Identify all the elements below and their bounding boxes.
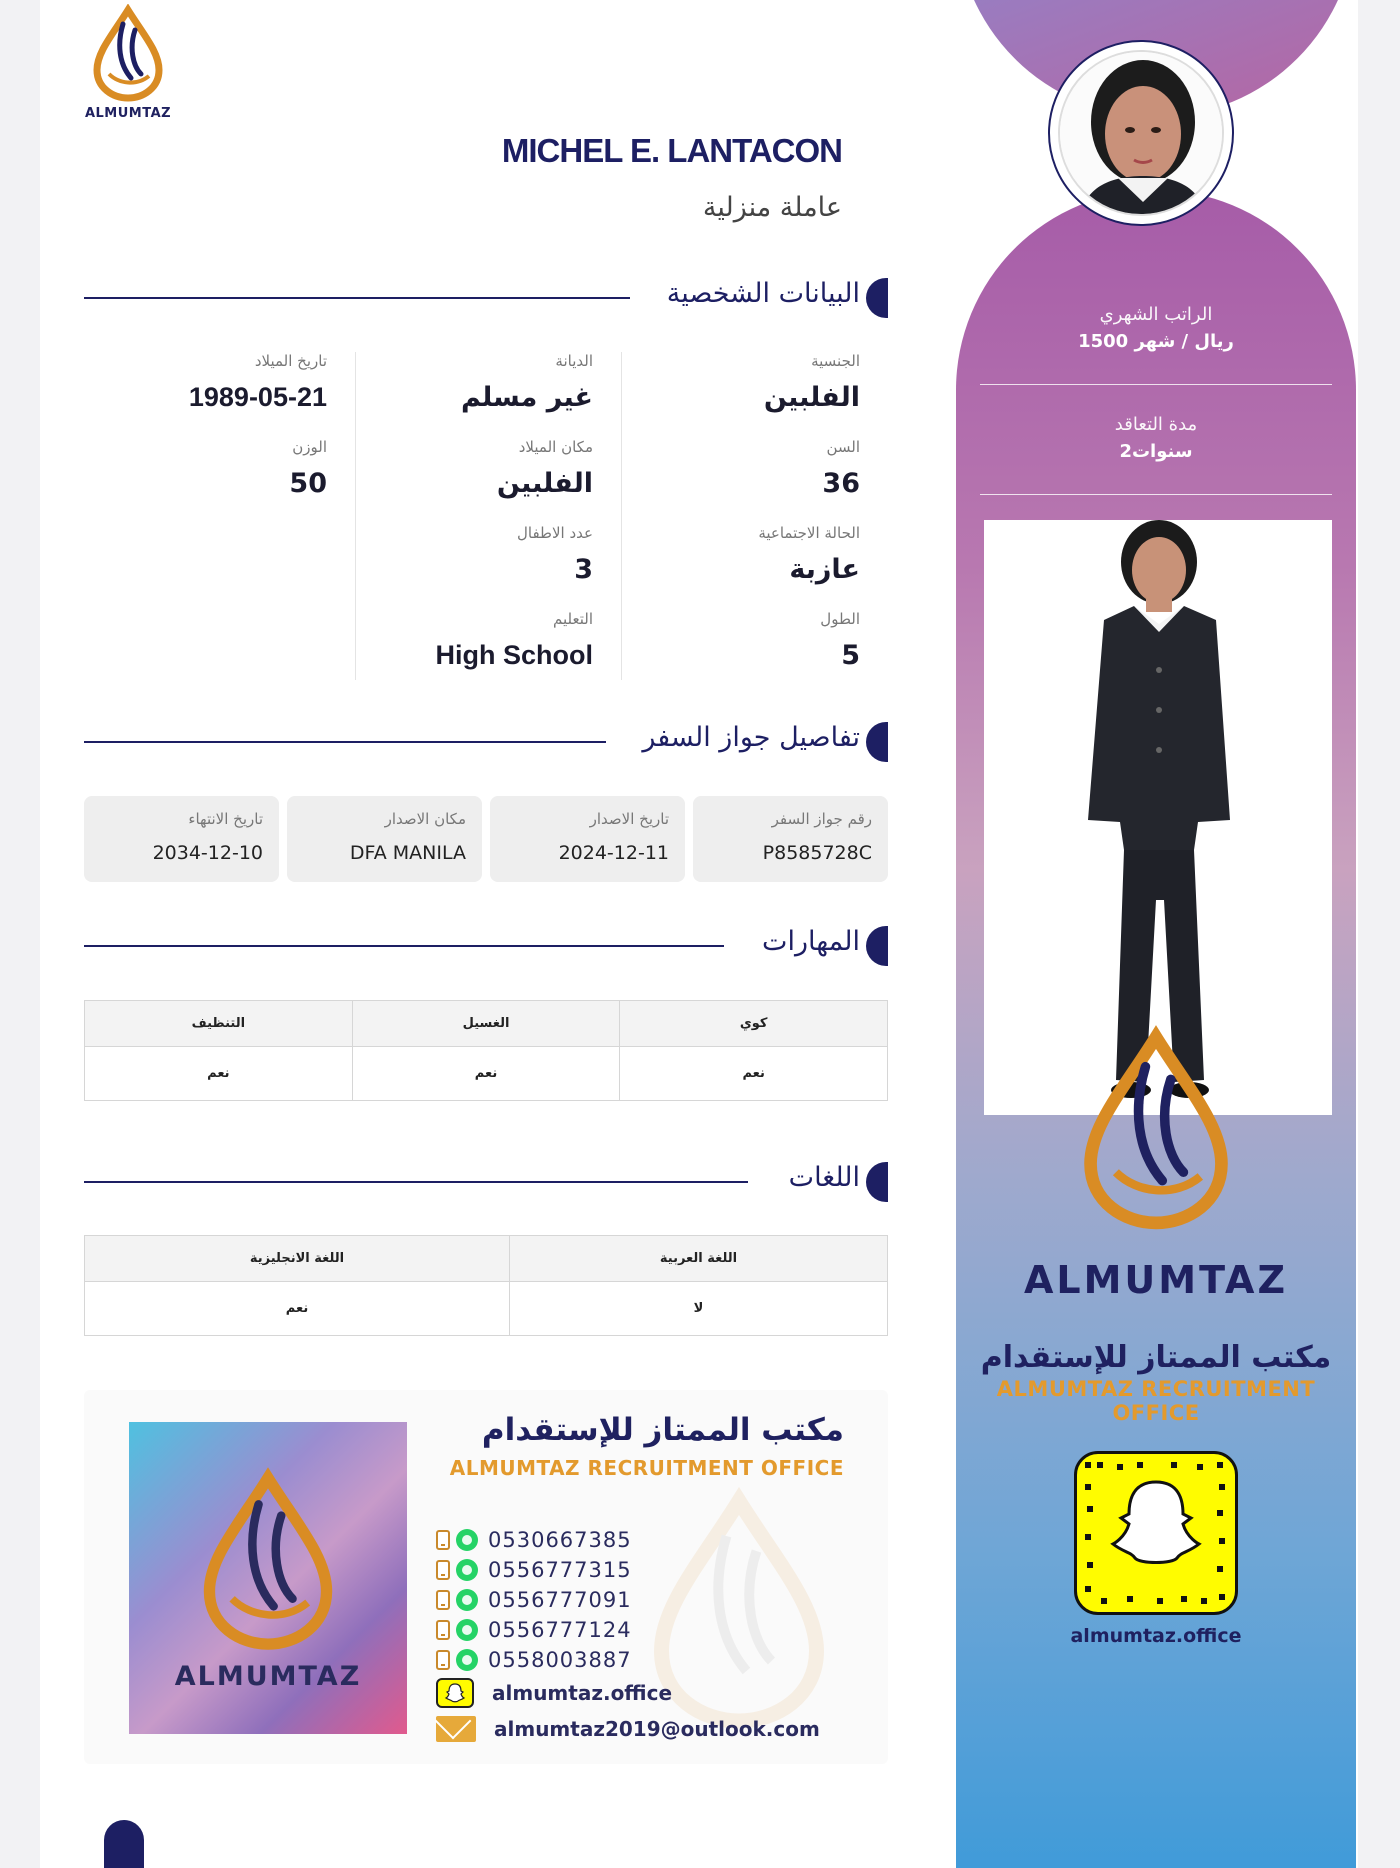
field-label: الحالة الاجتماعية xyxy=(758,524,860,542)
snapchat-ghost-icon xyxy=(1077,1454,1235,1612)
sidebar-body xyxy=(956,190,1356,1868)
sidebar-snapchat-handle: almumtaz.office xyxy=(1070,1625,1242,1647)
table-header-cell: كوي xyxy=(620,1001,888,1047)
card-value: 2024-12-11 xyxy=(558,842,669,864)
section-title-languages: اللغات xyxy=(788,1162,860,1193)
phone-number: 0558003887 xyxy=(488,1648,632,1672)
section-header-skills xyxy=(84,924,888,968)
field-value: 36 xyxy=(822,468,860,499)
field-marital-status xyxy=(758,524,860,585)
card-label: رقم جواز السفر xyxy=(771,810,872,828)
calligraphy-logo-icon xyxy=(83,4,173,104)
table-header-row xyxy=(85,1236,888,1282)
office-business-card xyxy=(84,1390,888,1764)
section-header-personal xyxy=(84,276,888,320)
field-value: 1989-05-21 xyxy=(188,382,327,412)
table-header-cell: اللغة الانجليزية xyxy=(85,1236,510,1282)
section-title-skills: المهارات xyxy=(762,926,860,957)
card-label: مكان الاصدار xyxy=(384,810,466,828)
contract-value: 2سنوات xyxy=(1119,441,1193,462)
sidebar-column xyxy=(956,0,1356,1868)
field-value: عازبة xyxy=(789,554,860,585)
brand-logo-small xyxy=(80,4,176,121)
whatsapp-icon xyxy=(456,1589,478,1611)
table-header-cell: الغسيل xyxy=(352,1001,620,1047)
section-divider xyxy=(84,1181,748,1183)
section-header-passport xyxy=(84,720,888,764)
card-value: 2034-12-10 xyxy=(152,842,263,864)
passport-issue-date-card xyxy=(490,796,685,882)
office-name-arabic: مكتب الممتاز للإستقدام xyxy=(481,1412,844,1448)
field-value: High School xyxy=(435,640,593,670)
worker-name: MICHEL E. LANTACON xyxy=(501,132,842,169)
personal-column-1 xyxy=(622,352,888,680)
field-education xyxy=(436,610,594,671)
phone-row xyxy=(436,1526,632,1554)
whatsapp-icon xyxy=(456,1649,478,1671)
card-label: تاريخ الاصدار xyxy=(589,810,669,828)
field-birth-place xyxy=(497,438,593,499)
skills-table xyxy=(84,1000,888,1101)
salary-block xyxy=(956,304,1356,352)
table-row xyxy=(85,1047,888,1101)
phone-number: 0530667385 xyxy=(488,1528,632,1552)
phone-row xyxy=(436,1586,632,1614)
field-height xyxy=(820,610,860,671)
personal-info-grid xyxy=(84,352,888,680)
person-portrait-icon xyxy=(1060,52,1224,216)
sidebar-divider xyxy=(980,384,1332,385)
field-label: الديانة xyxy=(555,352,593,370)
section-title-personal: البيانات الشخصية xyxy=(666,278,860,309)
sidebar-office-arabic: مكتب الممتاز للإستقدام xyxy=(980,1340,1332,1375)
passport-number-card xyxy=(693,796,888,882)
card-label: تاريخ الانتهاء xyxy=(188,810,263,828)
field-weight xyxy=(289,438,327,499)
sidebar-brand-block xyxy=(956,1010,1356,1647)
job-title: عاملة منزلية xyxy=(702,192,842,223)
languages-table xyxy=(84,1235,888,1336)
table-cell: لا xyxy=(510,1282,888,1336)
business-card-brand: ALMUMTAZ xyxy=(174,1661,362,1692)
sidebar-divider xyxy=(980,494,1332,495)
sidebar-office-english: ALMUMTAZ RECRUITMENT OFFICE xyxy=(996,1377,1316,1425)
card-value: P8585728C xyxy=(762,842,872,864)
field-nationality xyxy=(764,352,860,413)
snapchat-handle: almumtaz.office xyxy=(492,1681,673,1705)
field-label: تاريخ الميلاد xyxy=(254,352,327,370)
table-row xyxy=(85,1282,888,1336)
field-value: الفلبين xyxy=(763,382,860,413)
mobile-phone-icon xyxy=(436,1650,450,1670)
contract-block xyxy=(956,414,1356,462)
card-value: DFA MANILA xyxy=(349,842,466,864)
section-marker xyxy=(866,722,888,762)
email-icon xyxy=(436,1716,476,1742)
email-address: almumtaz2019@outlook.com xyxy=(494,1717,820,1741)
whatsapp-icon xyxy=(456,1619,478,1641)
phone-row xyxy=(436,1646,632,1674)
table-cell: نعم xyxy=(620,1047,888,1101)
whatsapp-icon xyxy=(456,1559,478,1581)
section-divider xyxy=(84,945,724,947)
table-cell: نعم xyxy=(85,1282,510,1336)
email-row xyxy=(436,1712,820,1746)
section-divider xyxy=(84,297,630,299)
contract-label: مدة التعاقد xyxy=(1114,414,1198,435)
passport-expiry-card xyxy=(84,796,279,882)
calligraphy-logo-icon xyxy=(1061,1010,1251,1250)
field-birth-date xyxy=(189,352,327,413)
passport-issue-place-card xyxy=(287,796,482,882)
field-age xyxy=(822,438,860,499)
field-value: غير مسلم xyxy=(460,382,593,413)
mobile-phone-icon xyxy=(436,1530,450,1550)
table-cell: نعم xyxy=(352,1047,620,1101)
calligraphy-logo-icon xyxy=(183,1466,353,1656)
passport-cards xyxy=(84,796,888,882)
field-value: الفلبين xyxy=(496,468,593,499)
salary-label: الراتب الشهري xyxy=(1099,304,1213,325)
page-marker xyxy=(104,1820,144,1868)
brand-logo-small-text: ALMUMTAZ xyxy=(84,106,172,121)
cv-sheet xyxy=(40,0,1358,1868)
mobile-phone-icon xyxy=(436,1620,450,1640)
field-value: 3 xyxy=(574,554,593,585)
whatsapp-icon xyxy=(456,1529,478,1551)
phone-number: 0556777124 xyxy=(488,1618,632,1642)
phone-number: 0556777315 xyxy=(488,1558,632,1582)
profile-photo-frame xyxy=(1048,40,1234,226)
personal-column-2 xyxy=(356,352,622,680)
snapchat-row xyxy=(436,1676,672,1710)
section-title-passport: تفاصيل جواز السفر xyxy=(642,722,860,753)
field-label: الوزن xyxy=(292,438,327,456)
phone-number: 0556777091 xyxy=(488,1588,632,1612)
business-card-logo xyxy=(129,1422,407,1734)
field-label: عدد الاطفال xyxy=(517,524,593,542)
snapcode-qr xyxy=(1074,1451,1238,1615)
mobile-phone-icon xyxy=(436,1590,450,1610)
field-value: 5 xyxy=(841,640,860,671)
section-marker xyxy=(866,1162,888,1202)
sidebar-brand-name: ALMUMTAZ xyxy=(1023,1258,1289,1302)
field-religion xyxy=(461,352,593,413)
field-label: التعليم xyxy=(553,610,593,628)
table-header-row xyxy=(85,1001,888,1047)
field-value: 50 xyxy=(289,468,327,499)
section-header-languages xyxy=(84,1160,888,1204)
field-label: الجنسية xyxy=(811,352,860,370)
table-header-cell: اللغة العربية xyxy=(510,1236,888,1282)
section-marker xyxy=(866,278,888,318)
snapchat-icon xyxy=(436,1678,474,1708)
section-marker xyxy=(866,926,888,966)
field-label: الطول xyxy=(820,610,860,628)
personal-column-3 xyxy=(90,352,356,680)
field-label: السن xyxy=(826,438,860,456)
table-cell: نعم xyxy=(85,1047,353,1101)
salary-value: 1500 ريال / شهر xyxy=(1078,331,1234,352)
phone-row xyxy=(436,1556,632,1584)
mobile-phone-icon xyxy=(436,1560,450,1580)
phone-row xyxy=(436,1616,632,1644)
field-children xyxy=(517,524,593,585)
office-name-english: ALMUMTAZ RECRUITMENT OFFICE xyxy=(449,1456,844,1480)
section-divider xyxy=(84,741,606,743)
field-label: مكان الميلاد xyxy=(518,438,593,456)
profile-photo xyxy=(1058,50,1224,216)
table-header-cell: التنظيف xyxy=(85,1001,353,1047)
